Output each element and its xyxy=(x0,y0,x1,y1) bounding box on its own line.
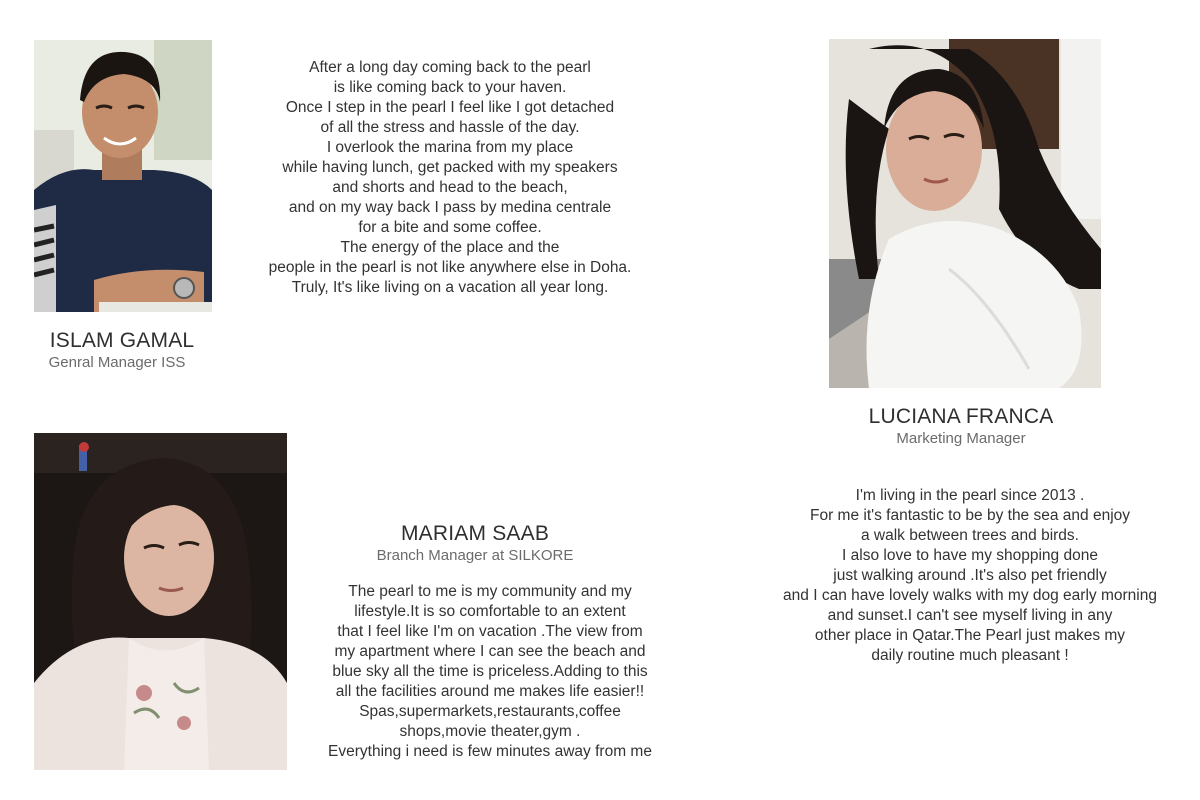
mariam-saab-photo xyxy=(34,433,287,770)
quote-line: and on my way back I pass by medina centrale xyxy=(288,199,612,216)
quote-line: Once I step in the pearl I feel like I got detached xyxy=(285,99,615,116)
islam-gamal-photo xyxy=(34,40,212,312)
portrait-woman-photo-icon xyxy=(829,39,1101,388)
testimonial-quote xyxy=(290,582,690,762)
quote-line: a walk between trees and birds. xyxy=(861,527,1079,544)
quote-line: lifestyle.It is so comfortable to an extent xyxy=(354,603,626,620)
quote-line: Everything i need is few minutes away from me xyxy=(328,743,652,760)
quote-line: for a bite and some coffee. xyxy=(358,219,542,236)
quote-line: The energy of the place and the xyxy=(340,239,560,256)
quote-line: Spas,supermarkets,restaurants,coffee xyxy=(359,703,621,720)
quote-line: daily routine much pleasant ! xyxy=(871,647,1069,664)
testimonial-quote xyxy=(750,486,1190,666)
testimonial-role: Marketing Manager xyxy=(896,430,1026,447)
testimonial-quote xyxy=(235,58,665,298)
quote-line: my apartment where I can see the beach and xyxy=(334,643,646,660)
testimonial-role: Branch Manager at SILKORE xyxy=(376,547,574,564)
quote-line: of all the stress and hassle of the day. xyxy=(320,119,580,136)
quote-line: For me it's fantastic to be by the sea and enjoy xyxy=(809,507,1131,524)
quote-line: that I feel like I'm on vacation .The view from xyxy=(337,623,643,640)
testimonial-name: ISLAM GAMAL xyxy=(49,329,195,352)
quote-line: Truly, It's like living on a vacation all year long. xyxy=(291,279,609,296)
testimonial-name: MARIAM SAAB xyxy=(400,522,550,545)
quote-line: all the facilities around me makes life easier!! xyxy=(335,683,645,700)
quote-line: I overlook the marina from my place xyxy=(326,139,574,156)
quote-line: is like coming back to your haven. xyxy=(333,79,567,96)
quote-line: just walking around .It's also pet friendly xyxy=(833,567,1107,584)
quote-line: and sunset.I can't see myself living in any xyxy=(827,607,1113,624)
quote-line: people in the pearl is not like anywhere else in Doha. xyxy=(268,259,632,276)
quote-line: and I can have lovely walks with my dog early morning xyxy=(783,587,1157,604)
quote-line: other place in Qatar.The Pearl just makes my xyxy=(814,627,1126,644)
quote-line: while having lunch, get packed with my speakers xyxy=(282,159,618,176)
quote-line: I also love to have my shopping done xyxy=(842,547,1098,564)
testimonial-name: LUCIANA FRANCA xyxy=(868,405,1054,428)
luciana-franca-photo xyxy=(829,39,1101,388)
quote-line: The pearl to me is my community and my xyxy=(348,583,632,600)
quote-line: After a long day coming back to the pearl xyxy=(309,59,591,76)
portrait-woman-photo-icon xyxy=(34,433,287,770)
quote-line: shops,movie theater,gym . xyxy=(399,723,581,740)
quote-line: blue sky all the time is priceless.Adding to this xyxy=(332,663,648,680)
quote-line: I'm living in the pearl since 2013 . xyxy=(855,487,1085,504)
testimonial-role: Genral Manager ISS xyxy=(48,354,186,371)
portrait-man-photo-icon xyxy=(34,40,212,312)
quote-line: and shorts and head to the beach, xyxy=(332,179,568,196)
